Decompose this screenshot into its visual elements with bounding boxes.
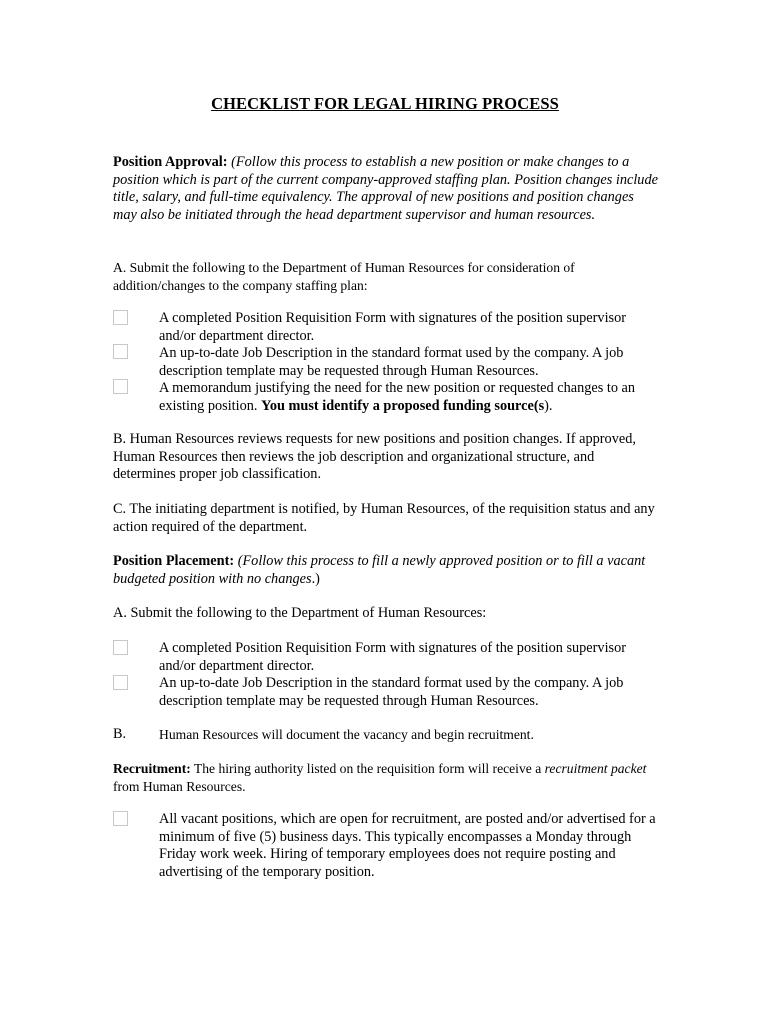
position-approval-step-b: B. Human Resources reviews requests for new positions and position changes. If approved, Human Resources then reviews the job description and organizational structure, and determines proper job classification.: [113, 431, 636, 482]
checklist-item-placement-job-description: An up-to-date Job Description in the standard format used by the company. A job description template may be requested through Human Resources.: [159, 675, 624, 709]
position-approval-section: [113, 154, 658, 224]
checkbox-requisition-form[interactable]: [113, 310, 128, 325]
memorandum-text: A memorandum justifying the need for the new position or requested changes to an existing position.: [159, 380, 636, 414]
position-placement-step-b: Human Resources will document the vacancy and begin recruitment.: [159, 727, 534, 742]
checklist-item-memorandum: [159, 380, 659, 415]
memorandum-tail: ).: [544, 397, 553, 414]
position-placement-step-a: A. Submit the following to the Department of Human Resources:: [113, 605, 487, 621]
checklist-item-placement-requisition-form: A completed Position Requisition Form with signatures of the position supervisor and/or department director.: [159, 640, 627, 674]
checklist-item-requisition-form: A completed Position Requisition Form with signatures of the position supervisor and/or department director.: [159, 310, 627, 344]
checklist-item-vacant-positions: All vacant positions, which are open for recruitment, are posted and/or advertised for a minimum of five (5) business days. This typically encompasses a Monday through Friday work week. Hiring of temporary employees does not require posting and advertising of the temporary position.: [159, 811, 656, 880]
recruitment-packet: recruitment packet: [544, 761, 647, 776]
recruitment-intro: The hiring authority listed on the requisition form will receive a: [190, 761, 545, 776]
position-approval-step-c: C. The initiating department is notified, by Human Resources, of the requisition status and any action required of the department.: [113, 501, 655, 535]
position-approval-step-a: A. Submit the following to the Department of Human Resources for consideration of addition/changes to the company staffing plan:: [113, 260, 575, 293]
checkbox-vacant-positions[interactable]: [113, 811, 128, 826]
funding-source-requirement: You must identify a proposed funding source(s: [261, 397, 545, 414]
position-approval-heading: Position Approval:: [113, 154, 228, 170]
checklist-item-job-description: An up-to-date Job Description in the standard format used by the company. A job description template may be requested through Human Resources.: [159, 345, 624, 379]
position-placement-step-b-label: B.: [113, 726, 127, 742]
recruitment-heading: Recruitment:: [113, 761, 191, 776]
recruitment-section: [113, 760, 658, 795]
position-placement-heading: Position Placement:: [113, 553, 235, 569]
position-placement-section: [113, 553, 658, 588]
position-approval-intro: (Follow this process to establish a new position or make changes to a position which is part of the current company-approved staffing plan. Position changes include title, salary, and full-time equivalency. The approval of new positions and position changes may also be initiated through the head department supervisor and human resources.: [113, 154, 658, 223]
checkbox-memorandum[interactable]: [113, 379, 128, 394]
recruitment-intro-tail: from Human Resources.: [113, 778, 246, 794]
position-placement-intro: (Follow this process to fill a newly approved position or to fill a vacant budgeted position with no changes: [113, 553, 646, 587]
checkbox-placement-job-description[interactable]: [113, 675, 128, 690]
document-title: CHECKLIST FOR LEGAL HIRING PROCESS: [211, 94, 559, 113]
checkbox-placement-requisition-form[interactable]: [113, 640, 128, 655]
position-placement-intro-tail: .): [311, 570, 320, 587]
checkbox-job-description[interactable]: [113, 344, 128, 359]
